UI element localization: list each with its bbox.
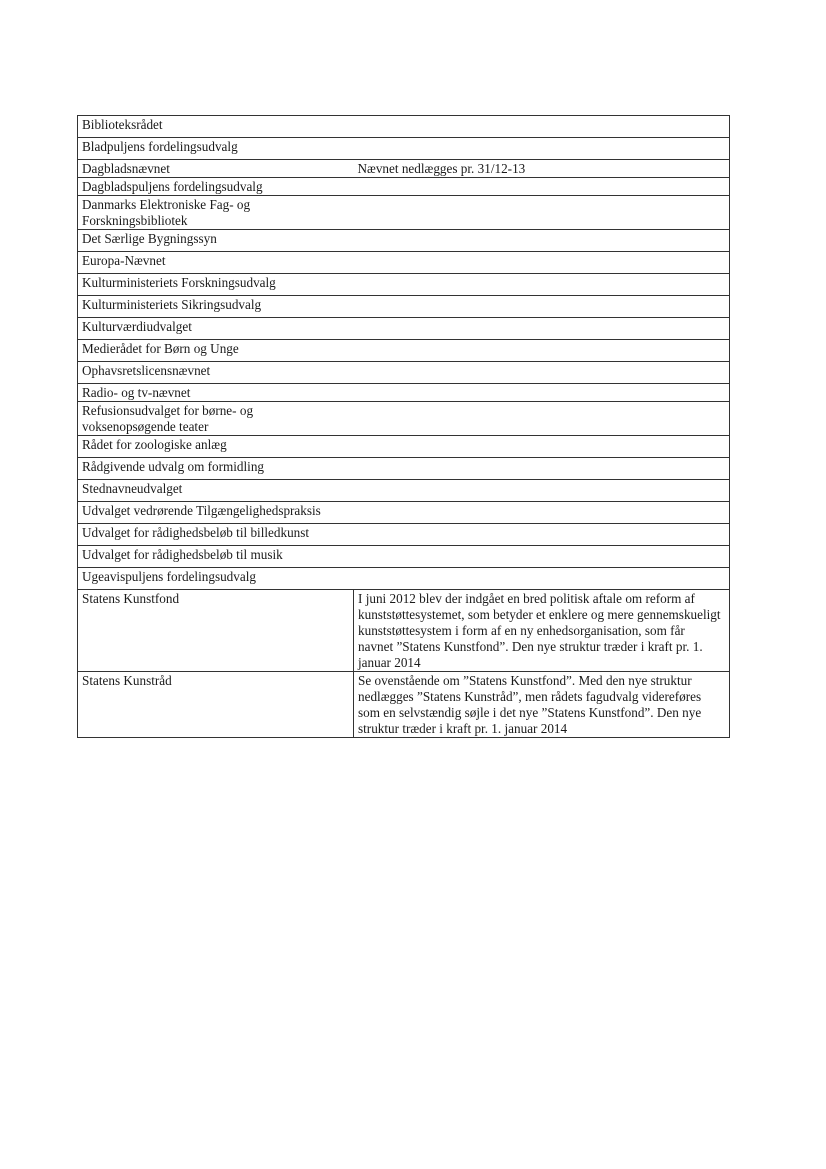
committee-name: Udvalget vedrørende Tilgængelighedspraksis [78,502,354,524]
committee-note [354,296,730,318]
committee-name: Det Særlige Bygningssyn [78,230,354,252]
committee-name: Stednavneudvalget [78,480,354,502]
committee-name: Europa-Nævnet [78,252,354,274]
table-row [78,340,730,362]
table-row [78,402,730,436]
committee-note [354,458,730,480]
committee-name: Statens Kunstråd [78,672,354,738]
committee-note [354,274,730,296]
committee-name: Udvalget for rådighedsbeløb til billedkunst [78,524,354,546]
committee-note [354,436,730,458]
committee-note [354,138,730,160]
table-row [78,138,730,160]
committee-note [354,116,730,138]
committee-name: Refusionsudvalget for børne- og voksenopsøgende teater [78,402,354,436]
committee-name: Kulturværdiudvalget [78,318,354,340]
committee-name: Bladpuljens fordelingsudvalg [78,138,354,160]
table-row [78,178,730,196]
committee-note [354,502,730,524]
committee-note [354,524,730,546]
committee-note [354,196,730,230]
table-row [78,524,730,546]
committee-note [354,480,730,502]
committee-note [354,568,730,590]
committee-name: Ugeavispuljens fordelingsudvalg [78,568,354,590]
table-row [78,230,730,252]
committee-name: Kulturministeriets Sikringsudvalg [78,296,354,318]
table-row [78,590,730,672]
table-row [78,160,730,178]
committee-name: Statens Kunstfond [78,590,354,672]
committee-table [77,115,730,738]
committee-note [354,340,730,362]
committee-name: Kulturministeriets Forskningsudvalg [78,274,354,296]
committee-note [354,230,730,252]
committee-note [354,318,730,340]
committee-name: Rådgivende udvalg om formidling [78,458,354,480]
table-row [78,196,730,230]
table-row [78,672,730,738]
table-row [78,568,730,590]
committee-note [354,546,730,568]
committee-note: I juni 2012 blev der indgået en bred politisk aftale om reform af kunststøttesystemet, som betyder et enklere og mere gennemskueligt kunststøttesystem i form af en ny enhedsorganisation, som får navnet ”Statens Kunstfond”. Den nye struktur træder i kraft pr. 1. januar 2014 [354,590,730,672]
table-row [78,436,730,458]
committee-name: Medierådet for Børn og Unge [78,340,354,362]
committee-name: Udvalget for rådighedsbeløb til musik [78,546,354,568]
committee-name: Dagbladsnævnet [78,160,354,178]
committee-name: Radio- og tv-nævnet [78,384,354,402]
committee-name: Ophavsretslicensnævnet [78,362,354,384]
committee-note [354,178,730,196]
table-row [78,480,730,502]
document-page [77,115,729,738]
table-row [78,116,730,138]
committee-name: Dagbladspuljens fordelingsudvalg [78,178,354,196]
committee-note: Nævnet nedlægges pr. 31/12-13 [354,160,730,178]
table-row [78,384,730,402]
table-row [78,274,730,296]
table-row [78,296,730,318]
table-row [78,546,730,568]
committee-name: Biblioteksrådet [78,116,354,138]
table-row [78,318,730,340]
committee-note [354,384,730,402]
committee-note [354,252,730,274]
committee-note [354,362,730,384]
committee-name: Danmarks Elektroniske Fag- og Forskningsbibliotek [78,196,354,230]
committee-note: Se ovenstående om ”Statens Kunstfond”. Med den nye struktur nedlægges ”Statens Kunstråd”, men rådets fagudvalg videreføres som en selvstændig søjle i det nye ”Statens Kunstfond”. Den nye struktur træder i kraft pr. 1. januar 2014 [354,672,730,738]
table-row [78,502,730,524]
table-row [78,362,730,384]
committee-note [354,402,730,436]
committee-name: Rådet for zoologiske anlæg [78,436,354,458]
table-row [78,458,730,480]
table-row [78,252,730,274]
